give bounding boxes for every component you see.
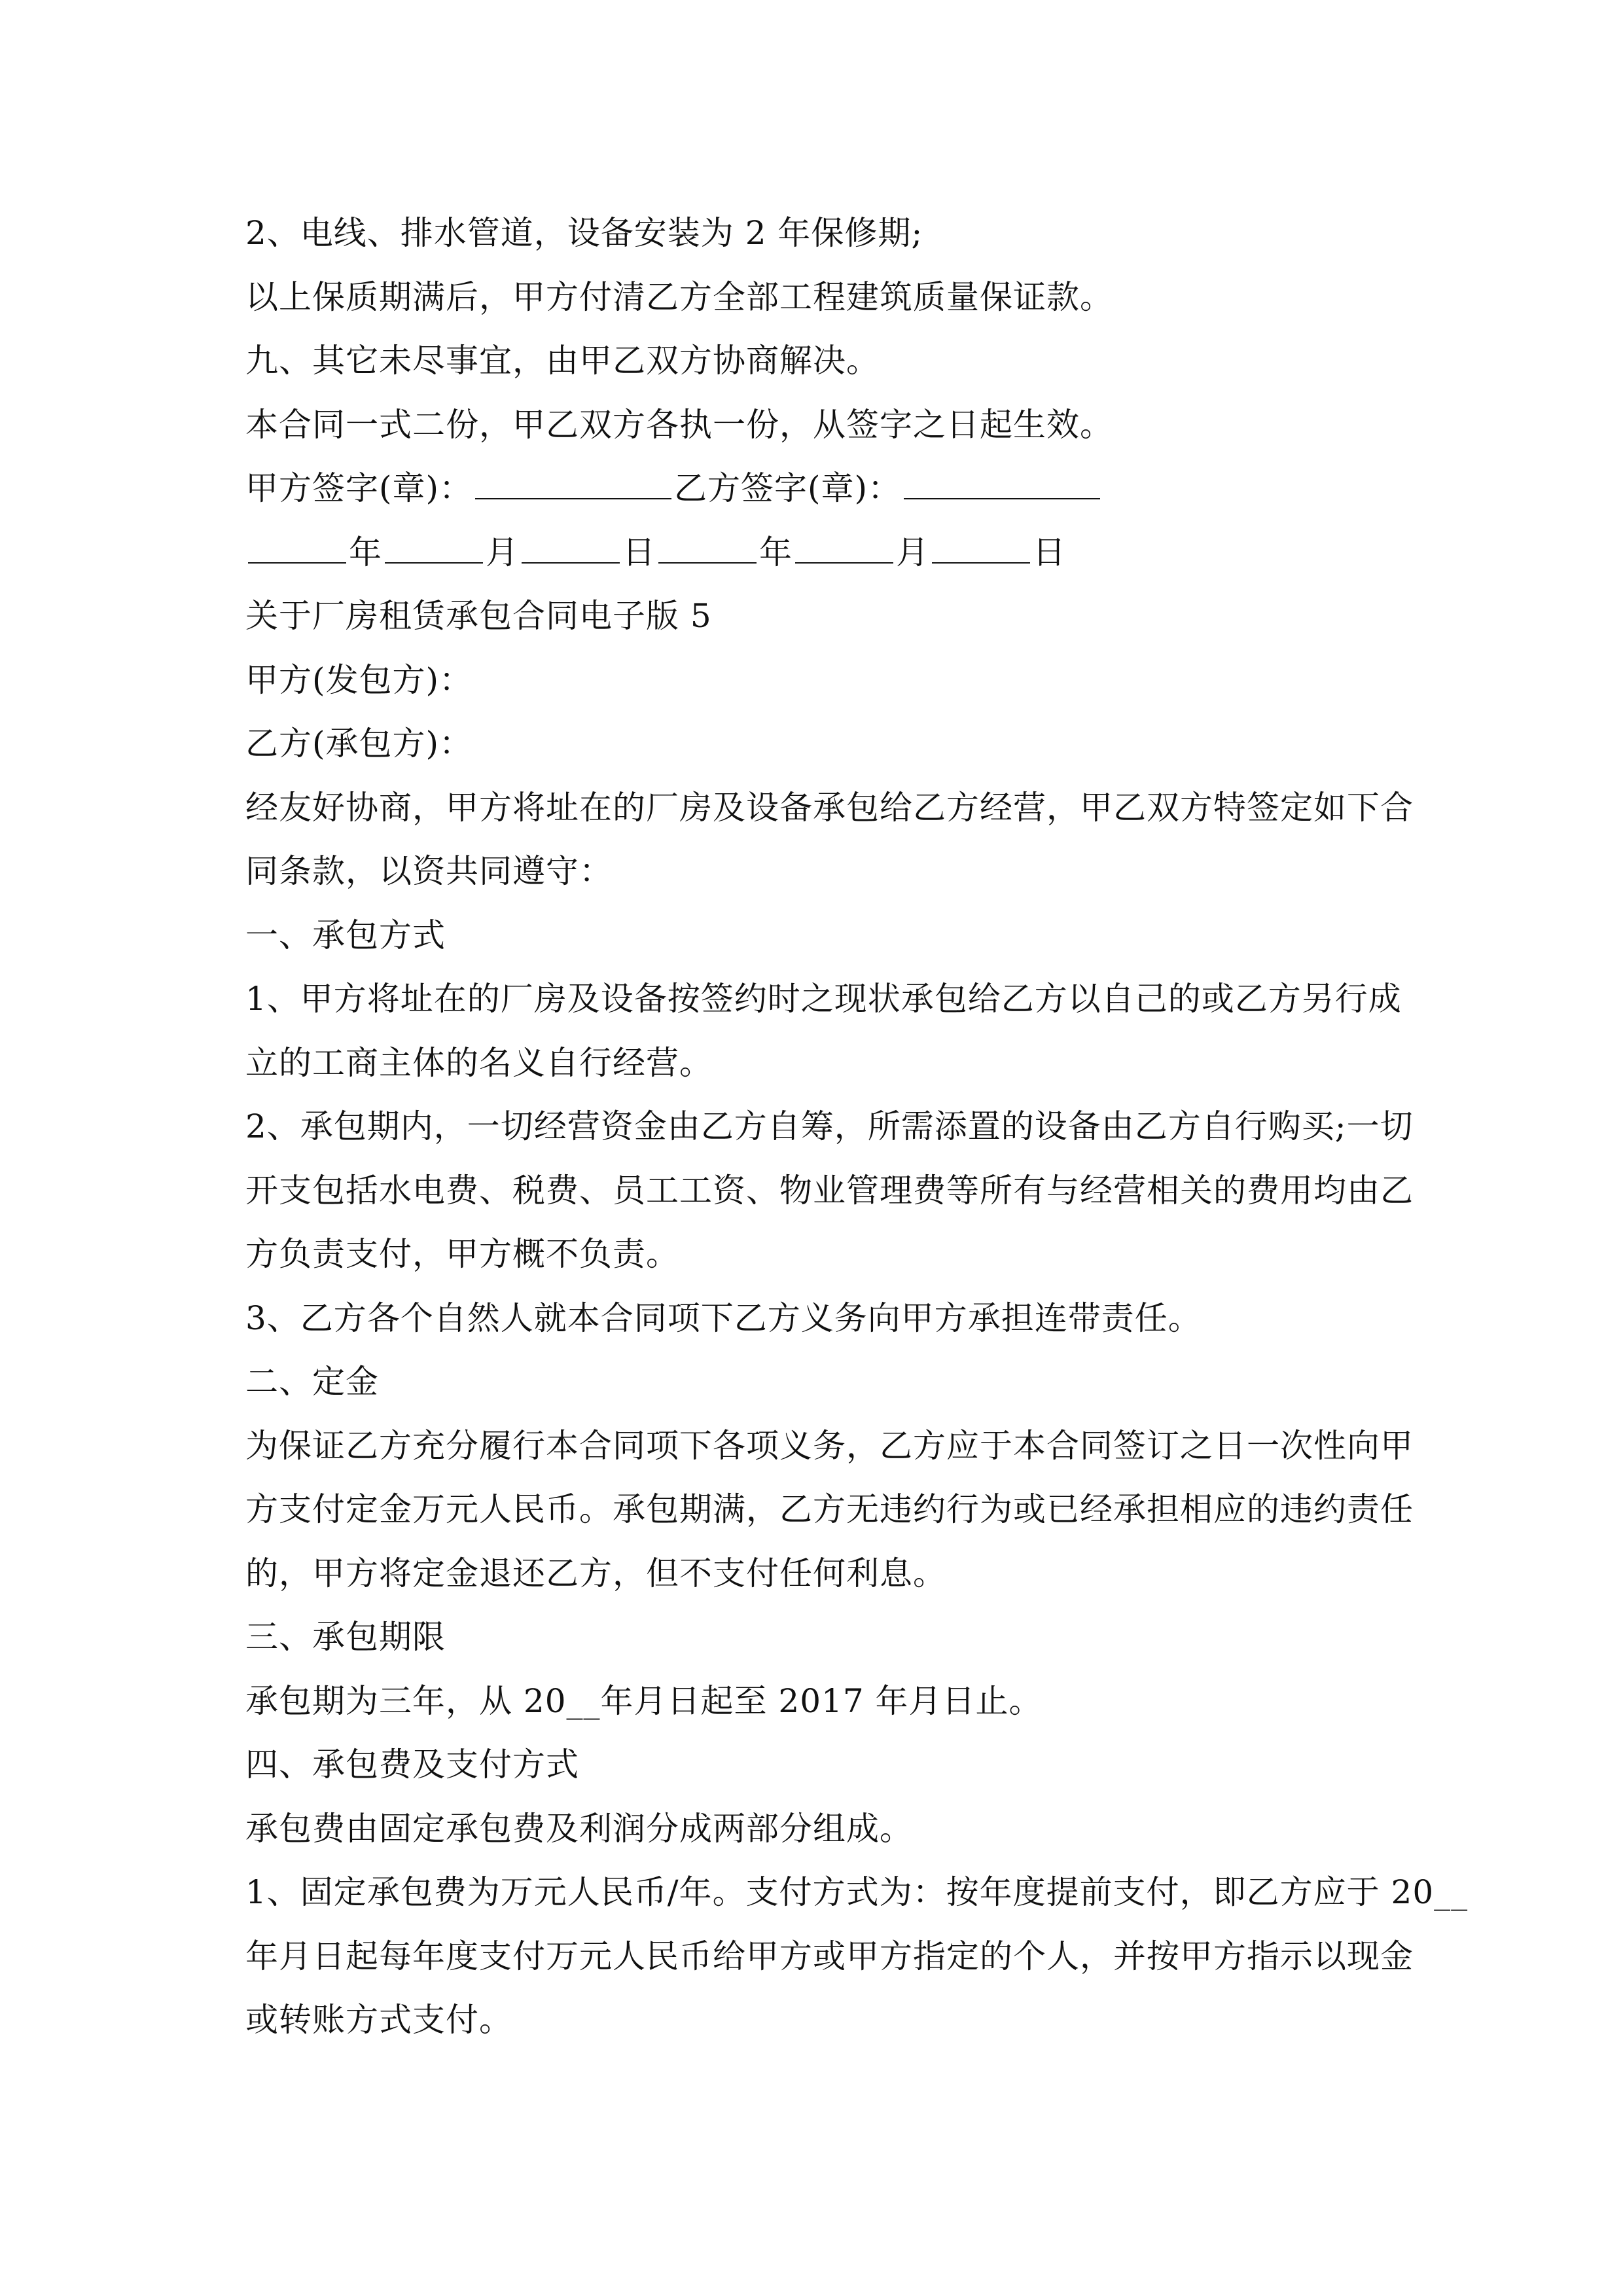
signature-row [245,457,1384,521]
section-heading: 一、承包方式 [245,916,446,954]
party-b-signature-label: 乙方签字(章)： [674,469,902,507]
party-a-signature-label: 甲方签字(章)： [245,469,473,507]
text-line: 或转账方式支付。 [245,2001,512,2039]
text-line: 方支付定金万元人民币。承包期满，乙方无违约行为或已经承担相应的违约责任 [245,1490,1414,1528]
year-blank [658,526,757,564]
year-label: 年 [349,533,382,571]
text-line: 九、其它未尽事宜，由甲乙双方协商解决。 [245,342,880,380]
party-b-line: 乙方(承包方)： [245,725,473,762]
party-b-signature-blank [904,461,1100,499]
day-label: 日 [622,533,656,571]
month-label: 月 [896,533,929,571]
year-blank [248,526,346,564]
text-line: 方负责支付，甲方概不负责。 [245,1235,679,1273]
text-line: 2、电线、排水管道，设备安装为 2 年保修期; [245,214,923,252]
text-line: 同条款，以资共同遵守： [245,852,613,890]
document-title: 关于厂房租赁承包合同电子版 5 [245,597,712,635]
text-line: 以上保质期满后，甲方付清乙方全部工程建筑质量保证款。 [245,278,1113,316]
text-line: 3、乙方各个自然人就本合同项下乙方义务向甲方承担连带责任。 [245,1299,1202,1337]
party-a-line: 甲方(发包方)： [245,660,473,699]
text-line: 1、甲方将址在的厂房及设备按签约时之现状承包给乙方以自己的或乙方另行成 [245,980,1402,1018]
year-label: 年 [759,533,793,571]
text-line: 立的工商主体的名义自行经营。 [245,1043,713,1082]
text-line: 的，甲方将定金退还乙方，但不支付任何利息。 [245,1554,946,1592]
document-body [245,202,1469,2053]
text-line: 承包费由固定承包费及利润分成两部分组成。 [245,1809,913,1848]
month-blank [795,526,893,564]
day-blank [522,526,620,564]
day-blank [932,526,1030,564]
date-row [245,521,1384,585]
text-line: 承包期为三年，从 20__年月日起至 2017 年月日止。 [245,1681,1043,1720]
text-line: 本合同一式二份，甲乙双方各执一份，从签字之日起生效。 [245,405,1113,444]
section-heading: 四、承包费及支付方式 [245,1746,579,1784]
day-label: 日 [1033,533,1066,571]
party-a-signature-blank [475,461,671,499]
text-line: 1、固定承包费为万元人民币/年。支付方式为：按年度提前支付，即乙方应于 20__ [245,1873,1469,1911]
section-heading: 二、定金 [245,1363,379,1401]
section-heading: 三、承包期限 [245,1618,446,1656]
month-label: 月 [486,533,519,571]
text-line: 年月日起每年度支付万元人民币给甲方或甲方指定的个人，并按甲方指示以现金 [245,1937,1414,1975]
text-line: 开支包括水电费、税费、员工工资、物业管理费等所有与经营相关的费用均由乙 [245,1171,1414,1210]
text-line: 2、承包期内，一切经营资金由乙方自筹，所需添置的设备由乙方自行购买;一切 [245,1107,1414,1145]
text-line: 为保证乙方充分履行本合同项下各项义务，乙方应于本合同签订之日一次性向甲 [245,1426,1414,1465]
text-line: 经友好协商，甲方将址在的厂房及设备承包给乙方经营，甲乙双方特签定如下合 [245,788,1414,827]
month-blank [385,526,483,564]
